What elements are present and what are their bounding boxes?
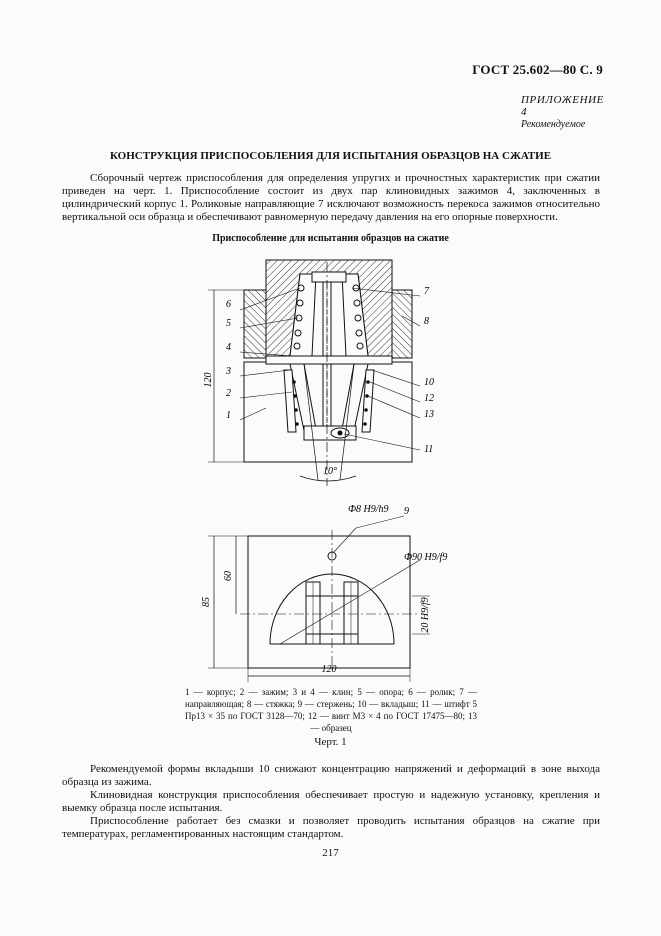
callout-1: 1 — [226, 410, 231, 421]
plan-view — [208, 516, 430, 682]
section-view — [208, 260, 420, 486]
figure-legend: 1 — корпус; 2 — зажим; 3 и 4 — клин; 5 — опора; 6 — ролик; 7 — направляющая; 8 — стяжка; 9 — стержень; 10 — вкладыш; 11 — штифт 5 Пр13 × 35 по ГОСТ 3128—70; 12 — винт М3 × 4 по ГОСТ 17475—80; 13 — образец — [185, 687, 477, 733]
figure-caption: Черт. 1 — [314, 736, 347, 748]
paragraph-design: Клиновидная конструкция приспособления обеспечивает простую и надежную установку, крепления и выемку образца после испытания. — [62, 789, 600, 814]
callout-11: 11 — [424, 444, 434, 455]
fit-20: 20 H9/f9 — [420, 597, 431, 633]
callout-5: 5 — [226, 318, 231, 329]
dim-height-side: 120 — [203, 372, 214, 388]
callout-10: 10 — [424, 377, 434, 388]
standard-header: ГОСТ 25.602—80 С. 9 — [472, 62, 603, 77]
callout-13: 13 — [424, 409, 434, 420]
callout-12: 12 — [424, 393, 434, 404]
callout-4: 4 — [226, 342, 231, 353]
callout-2: 2 — [226, 388, 231, 399]
intro-paragraph: Сборочный чертеж приспособления для определения упругих и прочностных характеристик при сжатии приведен на черт. 1. Приспособление состоит из двух пар клиновидных зажимов 4, заключенных в цилиндрический корпус 1. Роликовые направляющие 7 исключают возможность перекоса зажимов относительно вертикальной оси образца и обеспечивают равномерную передачу давления на его опорные поверхности. — [62, 172, 600, 223]
paragraph-inserts: Рекомендуемой формы вкладыши 10 снижают концентрацию напряжений и деформаций в зоне выхода образца из зажима. — [62, 763, 600, 788]
callout-6: 6 — [226, 299, 231, 310]
figure-title: Приспособление для испытания образцов на сжатие — [212, 233, 449, 244]
dim-height-plan: 85 — [201, 597, 212, 607]
callout-9: 9 — [404, 506, 409, 517]
fit-d90: Ф90 H9/f9 — [404, 552, 448, 563]
right-ring — [392, 290, 412, 358]
dim-width: 120 — [321, 664, 337, 675]
appendix-status: Рекомендуемое — [521, 119, 586, 130]
callout-7: 7 — [424, 286, 429, 297]
fit-d8: Ф8 H9/h9 — [348, 504, 389, 515]
callout-8: 8 — [424, 316, 429, 327]
callout-3: 3 — [226, 366, 231, 377]
appendix-label: ПРИЛОЖЕНИЕ 4 — [521, 94, 604, 118]
page-number: 217 — [322, 847, 339, 859]
paragraph-operation: Приспособление работает без смазки и позволяет проводить испытания образцов на сжатие при температурах, регламентированных настоящим стандартом. — [62, 815, 600, 840]
dim-inner: 60 — [223, 571, 234, 581]
dim-angle: 10° — [323, 466, 337, 477]
section-title: КОНСТРУКЦИЯ ПРИСПОСОБЛЕНИЯ ДЛЯ ИСПЫТАНИЯ ОБРАЗЦОВ НА СЖАТИЕ — [109, 150, 552, 162]
